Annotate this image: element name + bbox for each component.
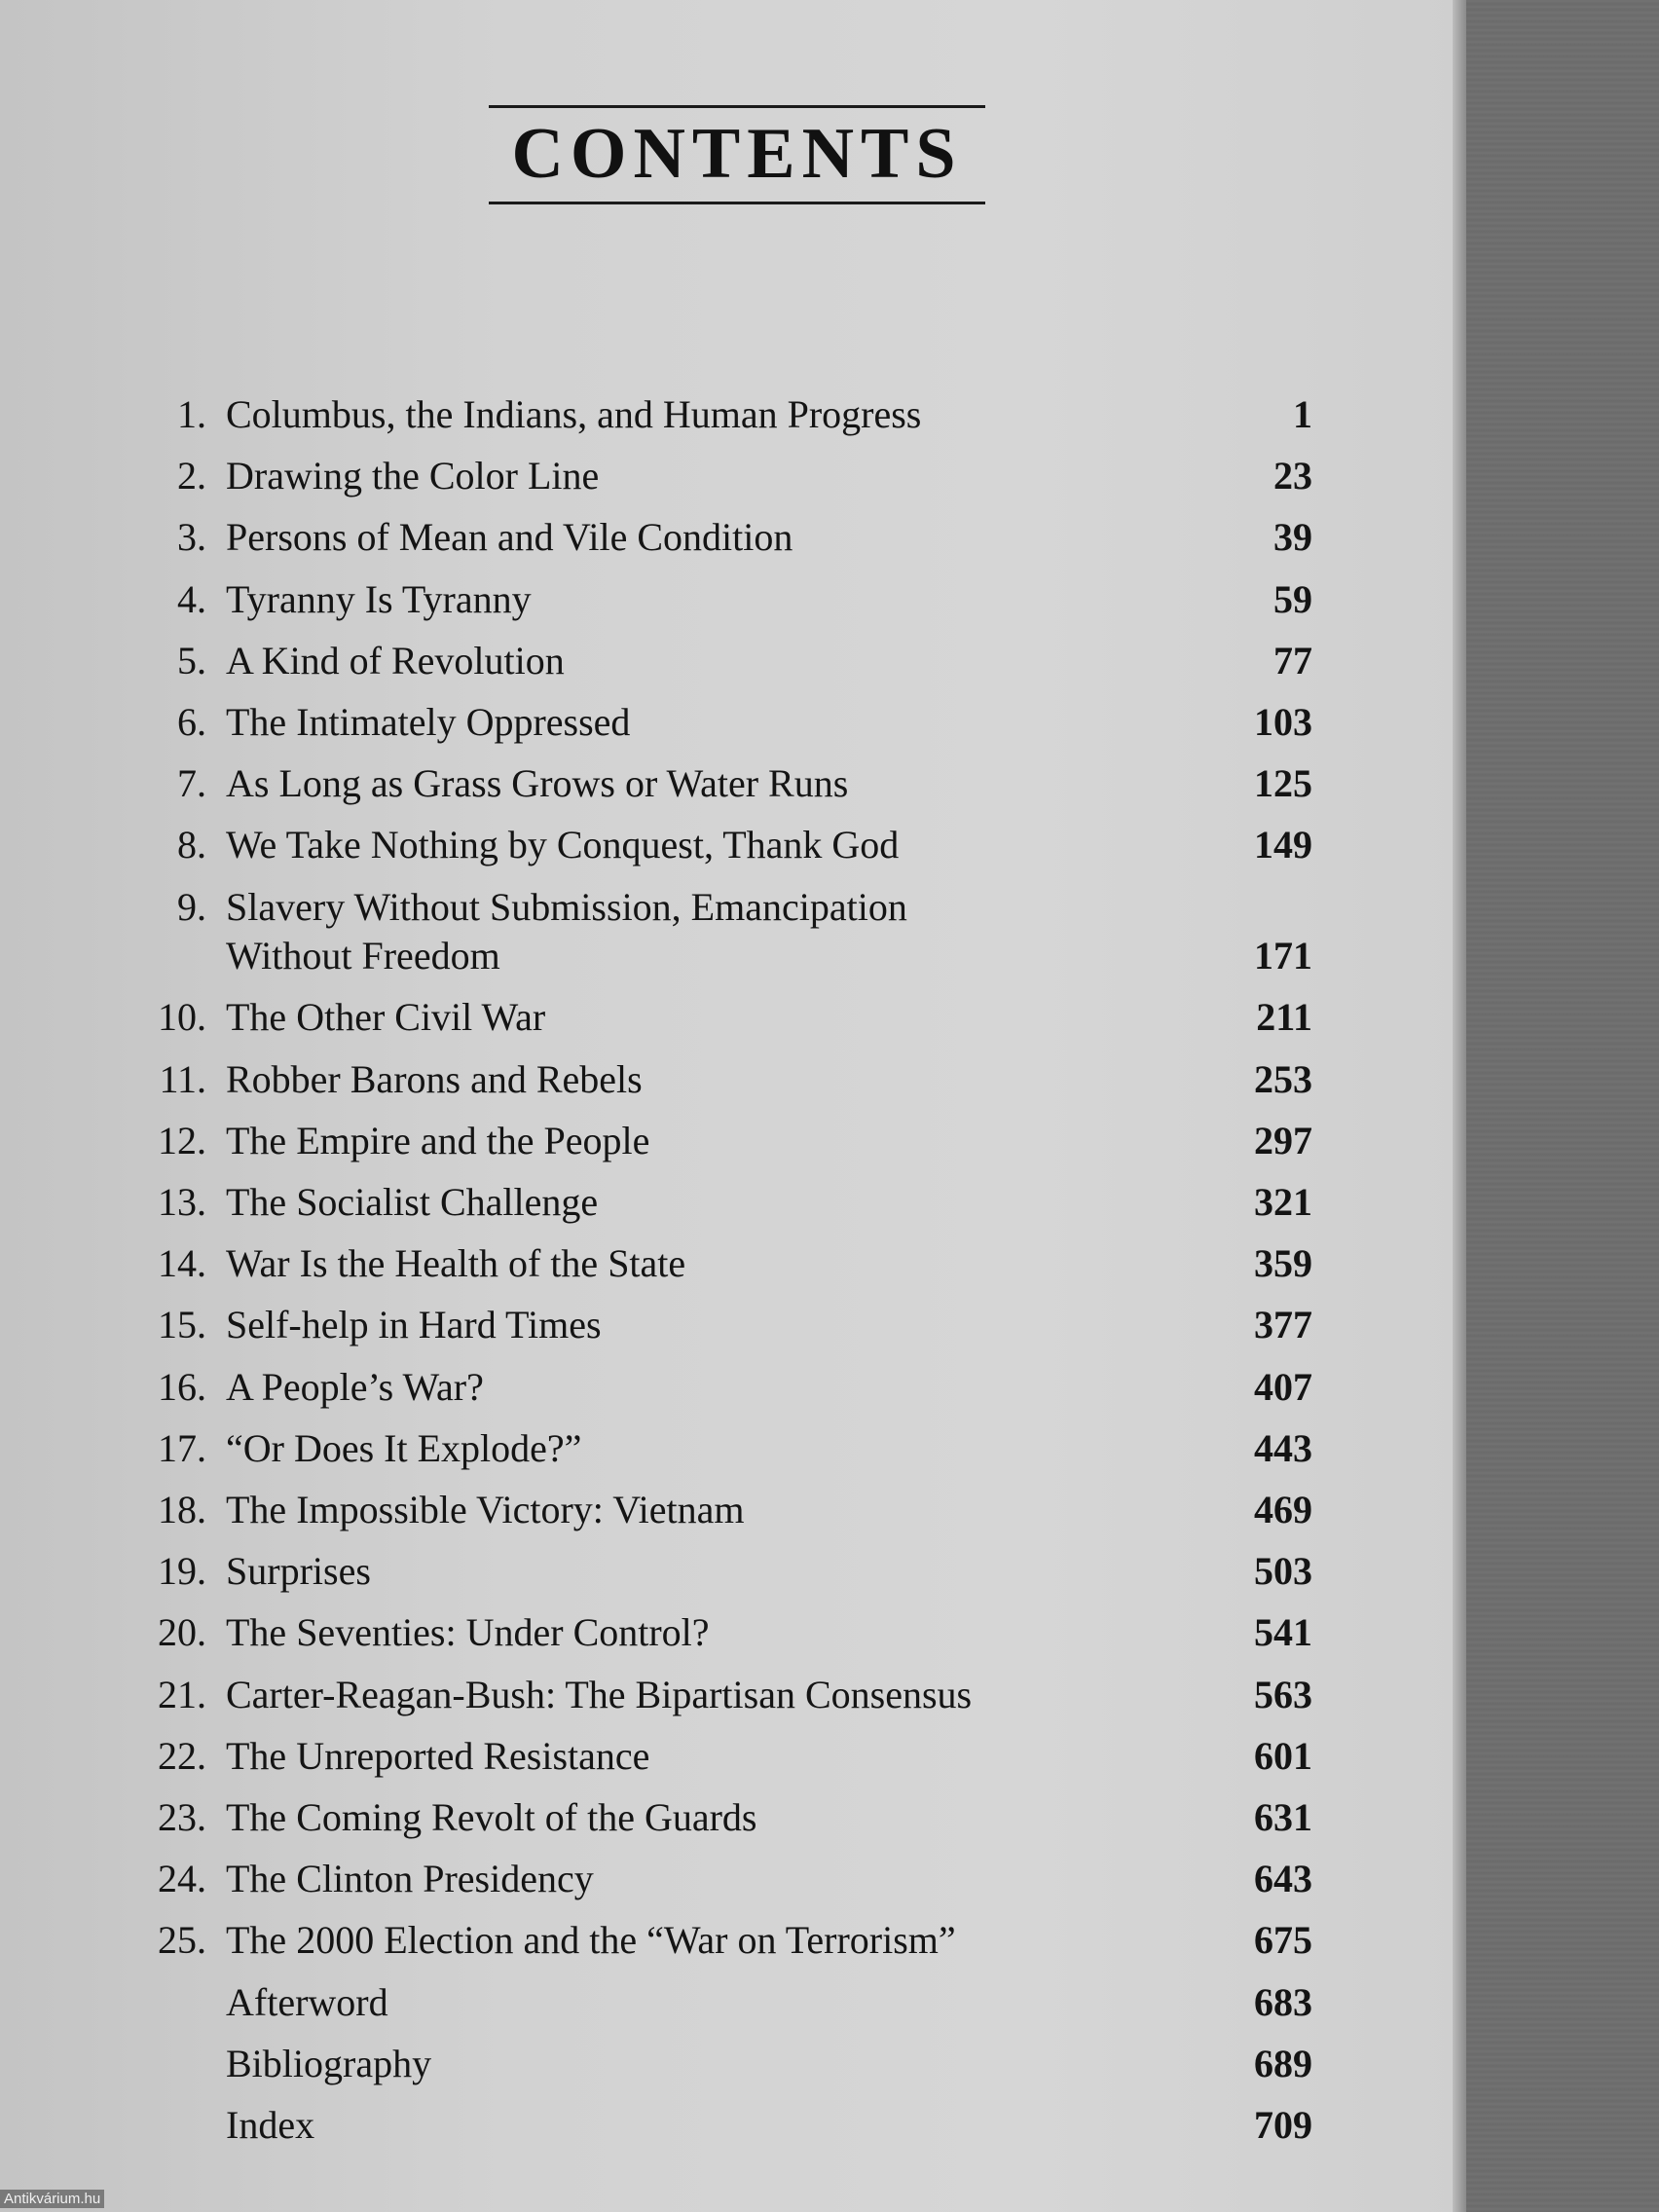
chapter-title: Index xyxy=(226,2103,315,2147)
page-number: 253 xyxy=(1254,1057,1312,1101)
toc-entry xyxy=(0,1672,1460,1724)
toc-entry xyxy=(0,638,1460,690)
chapter-number: 10. xyxy=(158,995,206,1039)
chapter-title: Surprises xyxy=(226,1549,371,1593)
chapter-number: 22. xyxy=(158,1734,206,1778)
chapter-title: War Is the Health of the State xyxy=(226,1241,686,1285)
toc-entry xyxy=(0,1118,1460,1170)
chapter-number: 13. xyxy=(158,1180,206,1224)
toc-entry xyxy=(0,576,1460,629)
toc-entry xyxy=(0,884,1460,985)
page-number: 77 xyxy=(1273,639,1312,682)
page-title: CONTENTS xyxy=(511,114,963,194)
chapter-number: 8. xyxy=(177,823,206,866)
toc-entry xyxy=(0,514,1460,567)
chapter-title: Self-help in Hard Times xyxy=(226,1303,602,1346)
backdrop xyxy=(1466,0,1659,2212)
chapter-title: Persons of Mean and Vile Condition xyxy=(226,515,793,559)
page-number: 443 xyxy=(1254,1426,1312,1470)
chapter-title: The 2000 Election and the “War on Terrorism” xyxy=(226,1918,956,1962)
chapter-number: 23. xyxy=(158,1795,206,1839)
chapter-number: 25. xyxy=(158,1918,206,1962)
watermark: Antikvárium.hu xyxy=(0,2190,104,2208)
chapter-number: 9. xyxy=(177,885,206,929)
page-number: 601 xyxy=(1254,1734,1312,1778)
page-number: 297 xyxy=(1254,1119,1312,1162)
chapter-number: 20. xyxy=(158,1610,206,1654)
page-number: 59 xyxy=(1273,577,1312,621)
title-block xyxy=(489,105,985,204)
toc-entry xyxy=(0,1856,1460,1908)
page-number: 1 xyxy=(1293,392,1312,436)
page-number: 171 xyxy=(1254,934,1312,977)
toc-entry xyxy=(0,391,1460,444)
chapter-title: The Socialist Challenge xyxy=(226,1180,599,1224)
toc-entry xyxy=(0,1179,1460,1232)
page-number: 541 xyxy=(1254,1610,1312,1654)
chapter-number: 16. xyxy=(158,1365,206,1409)
chapter-title: The Clinton Presidency xyxy=(226,1857,594,1900)
chapter-title: Columbus, the Indians, and Human Progress xyxy=(226,392,922,436)
page-number: 675 xyxy=(1254,1918,1312,1962)
page-number: 503 xyxy=(1254,1549,1312,1593)
page-number: 689 xyxy=(1254,2042,1312,2085)
toc-entry xyxy=(0,1979,1460,2032)
page-number: 321 xyxy=(1254,1180,1312,1224)
chapter-number: 17. xyxy=(158,1426,206,1470)
chapter-title: We Take Nothing by Conquest, Thank God xyxy=(226,823,900,866)
chapter-title: Drawing the Color Line xyxy=(226,454,600,498)
chapter-number: 5. xyxy=(177,639,206,682)
toc-entry xyxy=(0,1425,1460,1478)
chapter-number: 7. xyxy=(177,761,206,805)
toc-entry xyxy=(0,453,1460,505)
toc-entry xyxy=(0,1364,1460,1417)
chapter-number: 15. xyxy=(158,1303,206,1346)
chapter-title: The Empire and the People xyxy=(226,1119,650,1162)
chapter-title: Robber Barons and Rebels xyxy=(226,1057,643,1101)
toc-entry xyxy=(0,1609,1460,1662)
chapter-number: 18. xyxy=(158,1488,206,1531)
chapter-number: 11. xyxy=(159,1057,206,1101)
toc-entry xyxy=(0,699,1460,752)
page-number: 683 xyxy=(1254,1980,1312,2024)
toc-entry xyxy=(0,1548,1460,1601)
toc-entry xyxy=(0,1917,1460,1970)
chapter-number: 3. xyxy=(177,515,206,559)
toc-entry xyxy=(0,994,1460,1047)
chapter-title: “Or Does It Explode?” xyxy=(226,1426,582,1470)
chapter-number: 1. xyxy=(177,392,206,436)
toc-entry xyxy=(0,822,1460,874)
toc-entry xyxy=(0,760,1460,813)
toc-entry xyxy=(0,1794,1460,1847)
page-number: 709 xyxy=(1254,2103,1312,2147)
page-edge xyxy=(1453,0,1466,2212)
page-number: 359 xyxy=(1254,1241,1312,1285)
chapter-title: The Unreported Resistance xyxy=(226,1734,650,1778)
chapter-number: 14. xyxy=(158,1241,206,1285)
toc-entry xyxy=(0,1733,1460,1786)
toc-entry xyxy=(0,1240,1460,1293)
chapter-number: 24. xyxy=(158,1857,206,1900)
chapter-title: As Long as Grass Grows or Water Runs xyxy=(226,761,849,805)
chapter-title-continued: Without Freedom xyxy=(226,934,500,977)
chapter-title: Carter-Reagan-Bush: The Bipartisan Consensus xyxy=(226,1673,973,1716)
toc-entry xyxy=(0,2041,1460,2093)
page-number: 407 xyxy=(1254,1365,1312,1409)
chapter-title: A People’s War? xyxy=(226,1365,484,1409)
page-number: 39 xyxy=(1273,515,1312,559)
chapter-title: Afterword xyxy=(226,1980,388,2024)
chapter-number: 19. xyxy=(158,1549,206,1593)
chapter-title: Tyranny Is Tyranny xyxy=(226,577,532,621)
page-number: 149 xyxy=(1254,823,1312,866)
chapter-title: Slavery Without Submission, Emancipation xyxy=(226,885,907,929)
toc-entry xyxy=(0,2102,1460,2155)
page-number: 643 xyxy=(1254,1857,1312,1900)
chapter-number: 2. xyxy=(177,454,206,498)
toc-entry xyxy=(0,1056,1460,1109)
chapter-number: 4. xyxy=(177,577,206,621)
page-number: 125 xyxy=(1254,761,1312,805)
chapter-title: The Coming Revolt of the Guards xyxy=(226,1795,757,1839)
chapter-title: Bibliography xyxy=(226,2042,432,2085)
page-number: 377 xyxy=(1254,1303,1312,1346)
page-number: 563 xyxy=(1254,1673,1312,1716)
toc-entry xyxy=(0,1302,1460,1354)
chapter-title: A Kind of Revolution xyxy=(226,639,565,682)
page-number: 211 xyxy=(1256,995,1312,1039)
chapter-number: 12. xyxy=(158,1119,206,1162)
chapter-title: The Seventies: Under Control? xyxy=(226,1610,710,1654)
page-number: 469 xyxy=(1254,1488,1312,1531)
page-number: 103 xyxy=(1254,700,1312,744)
toc-entry xyxy=(0,1487,1460,1539)
page-number: 631 xyxy=(1254,1795,1312,1839)
chapter-title: The Impossible Victory: Vietnam xyxy=(226,1488,745,1531)
chapter-number: 21. xyxy=(158,1673,206,1716)
chapter-title: The Other Civil War xyxy=(226,995,546,1039)
title-rule-bottom xyxy=(489,202,985,204)
chapter-number: 6. xyxy=(177,700,206,744)
page-number: 23 xyxy=(1273,454,1312,498)
chapter-title: The Intimately Oppressed xyxy=(226,700,631,744)
